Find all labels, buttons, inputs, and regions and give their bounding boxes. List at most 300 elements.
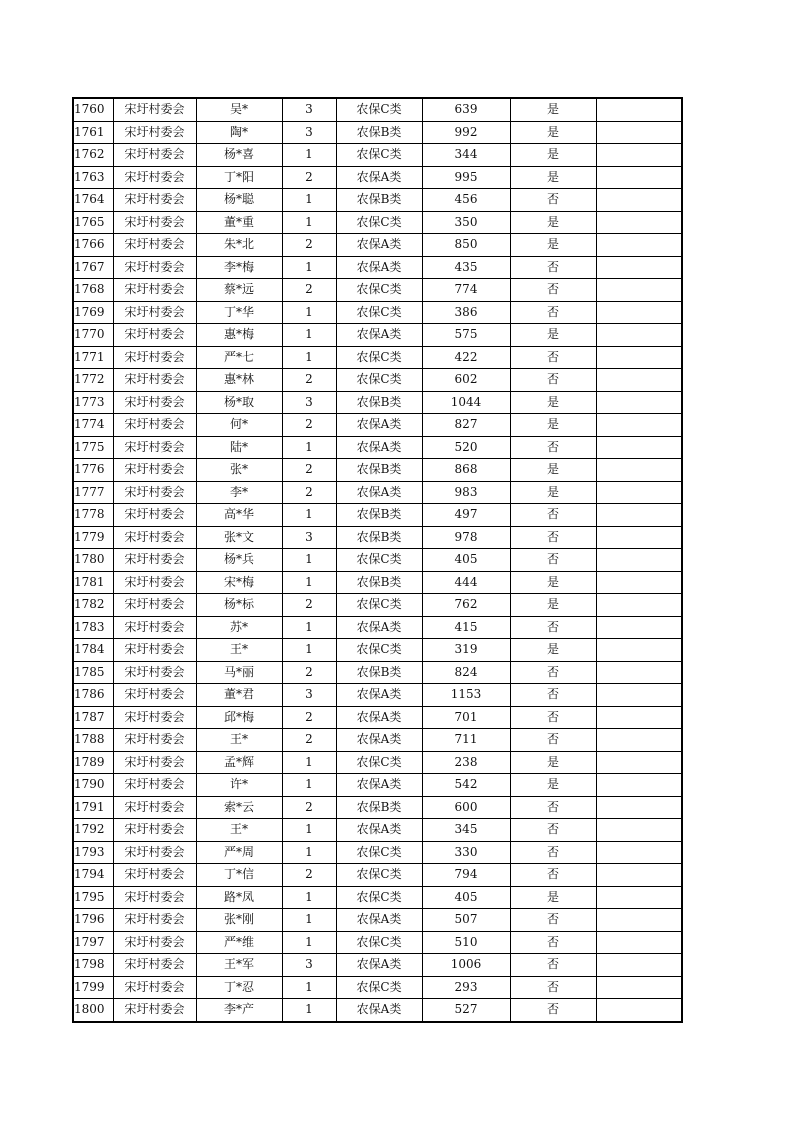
village-cell: 宋圩村委会: [113, 841, 196, 864]
village-cell: 宋圩村委会: [113, 999, 196, 1022]
status-cell: 否: [510, 616, 596, 639]
status-cell: 是: [510, 774, 596, 797]
amount-cell: 978: [422, 526, 510, 549]
note-cell: [596, 886, 682, 909]
note-cell: [596, 684, 682, 707]
row-number-cell: 1774: [73, 414, 113, 437]
village-cell: 宋圩村委会: [113, 98, 196, 121]
category-cell: 农保A类: [336, 729, 422, 752]
amount-cell: 602: [422, 369, 510, 392]
count-cell: 2: [282, 481, 336, 504]
note-cell: [596, 211, 682, 234]
table-row: [73, 796, 682, 819]
table-row: [73, 279, 682, 302]
amount-cell: 527: [422, 999, 510, 1022]
category-cell: 农保C类: [336, 976, 422, 999]
name-cell: 张*: [196, 459, 282, 482]
count-cell: 1: [282, 819, 336, 842]
name-cell: 杨*兵: [196, 549, 282, 572]
row-number-cell: 1799: [73, 976, 113, 999]
name-cell: 蔡*远: [196, 279, 282, 302]
note-cell: [596, 324, 682, 347]
name-cell: 孟*辉: [196, 751, 282, 774]
category-cell: 农保A类: [336, 414, 422, 437]
amount-cell: 711: [422, 729, 510, 752]
table-body: [73, 98, 682, 1022]
row-number-cell: 1773: [73, 391, 113, 414]
status-cell: 是: [510, 166, 596, 189]
amount-cell: 1006: [422, 954, 510, 977]
row-number-cell: 1785: [73, 661, 113, 684]
category-cell: 农保C类: [336, 549, 422, 572]
name-cell: 严*七: [196, 346, 282, 369]
status-cell: 否: [510, 729, 596, 752]
count-cell: 1: [282, 999, 336, 1022]
name-cell: 吴*: [196, 98, 282, 121]
status-cell: 是: [510, 751, 596, 774]
note-cell: [596, 819, 682, 842]
table-row: [73, 661, 682, 684]
category-cell: 农保A类: [336, 324, 422, 347]
table-row: [73, 639, 682, 662]
count-cell: 1: [282, 256, 336, 279]
amount-cell: 600: [422, 796, 510, 819]
note-cell: [596, 594, 682, 617]
village-cell: 宋圩村委会: [113, 774, 196, 797]
village-cell: 宋圩村委会: [113, 144, 196, 167]
count-cell: 2: [282, 459, 336, 482]
name-cell: 张*刚: [196, 909, 282, 932]
row-number-cell: 1776: [73, 459, 113, 482]
count-cell: 3: [282, 391, 336, 414]
count-cell: 2: [282, 594, 336, 617]
village-cell: 宋圩村委会: [113, 594, 196, 617]
category-cell: 农保A类: [336, 819, 422, 842]
name-cell: 惠*林: [196, 369, 282, 392]
row-number-cell: 1772: [73, 369, 113, 392]
count-cell: 1: [282, 571, 336, 594]
note-cell: [596, 144, 682, 167]
status-cell: 是: [510, 121, 596, 144]
status-cell: 否: [510, 526, 596, 549]
count-cell: 2: [282, 234, 336, 257]
status-cell: 否: [510, 796, 596, 819]
count-cell: 1: [282, 144, 336, 167]
count-cell: 3: [282, 121, 336, 144]
table-row: [73, 189, 682, 212]
table-row: [73, 301, 682, 324]
village-cell: 宋圩村委会: [113, 346, 196, 369]
status-cell: 否: [510, 931, 596, 954]
village-cell: 宋圩村委会: [113, 256, 196, 279]
table-row: [73, 98, 682, 121]
amount-cell: 995: [422, 166, 510, 189]
category-cell: 农保C类: [336, 886, 422, 909]
row-number-cell: 1795: [73, 886, 113, 909]
note-cell: [596, 504, 682, 527]
count-cell: 2: [282, 414, 336, 437]
note-cell: [596, 774, 682, 797]
name-cell: 王*军: [196, 954, 282, 977]
category-cell: 农保C类: [336, 639, 422, 662]
category-cell: 农保C类: [336, 346, 422, 369]
data-table: [72, 97, 683, 1023]
note-cell: [596, 864, 682, 887]
table-row: [73, 256, 682, 279]
village-cell: 宋圩村委会: [113, 864, 196, 887]
category-cell: 农保C类: [336, 144, 422, 167]
count-cell: 3: [282, 526, 336, 549]
status-cell: 是: [510, 234, 596, 257]
status-cell: 否: [510, 436, 596, 459]
status-cell: 否: [510, 661, 596, 684]
row-number-cell: 1798: [73, 954, 113, 977]
category-cell: 农保A类: [336, 481, 422, 504]
row-number-cell: 1771: [73, 346, 113, 369]
category-cell: 农保A类: [336, 774, 422, 797]
row-number-cell: 1788: [73, 729, 113, 752]
note-cell: [596, 346, 682, 369]
village-cell: 宋圩村委会: [113, 189, 196, 212]
category-cell: 农保A类: [336, 616, 422, 639]
table-row: [73, 819, 682, 842]
note-cell: [596, 234, 682, 257]
status-cell: 否: [510, 504, 596, 527]
name-cell: 马*丽: [196, 661, 282, 684]
village-cell: 宋圩村委会: [113, 909, 196, 932]
note-cell: [596, 729, 682, 752]
row-number-cell: 1796: [73, 909, 113, 932]
amount-cell: 794: [422, 864, 510, 887]
table-row: [73, 549, 682, 572]
name-cell: 索*云: [196, 796, 282, 819]
amount-cell: 762: [422, 594, 510, 617]
name-cell: 丁*华: [196, 301, 282, 324]
category-cell: 农保A类: [336, 684, 422, 707]
amount-cell: 824: [422, 661, 510, 684]
village-cell: 宋圩村委会: [113, 166, 196, 189]
note-cell: [596, 301, 682, 324]
row-number-cell: 1797: [73, 931, 113, 954]
note-cell: [596, 279, 682, 302]
count-cell: 3: [282, 684, 336, 707]
name-cell: 李*: [196, 481, 282, 504]
status-cell: 是: [510, 98, 596, 121]
note-cell: [596, 706, 682, 729]
name-cell: 董*君: [196, 684, 282, 707]
amount-cell: 330: [422, 841, 510, 864]
amount-cell: 774: [422, 279, 510, 302]
note-cell: [596, 931, 682, 954]
name-cell: 严*维: [196, 931, 282, 954]
amount-cell: 405: [422, 886, 510, 909]
name-cell: 严*周: [196, 841, 282, 864]
note-cell: [596, 414, 682, 437]
count-cell: 2: [282, 166, 336, 189]
category-cell: 农保C类: [336, 98, 422, 121]
village-cell: 宋圩村委会: [113, 819, 196, 842]
table-row: [73, 211, 682, 234]
amount-cell: 435: [422, 256, 510, 279]
status-cell: 否: [510, 189, 596, 212]
table-row: [73, 886, 682, 909]
amount-cell: 415: [422, 616, 510, 639]
amount-cell: 319: [422, 639, 510, 662]
name-cell: 杨*标: [196, 594, 282, 617]
village-cell: 宋圩村委会: [113, 504, 196, 527]
category-cell: 农保A类: [336, 166, 422, 189]
status-cell: 否: [510, 279, 596, 302]
count-cell: 1: [282, 436, 336, 459]
village-cell: 宋圩村委会: [113, 751, 196, 774]
village-cell: 宋圩村委会: [113, 616, 196, 639]
status-cell: 否: [510, 549, 596, 572]
row-number-cell: 1789: [73, 751, 113, 774]
count-cell: 2: [282, 796, 336, 819]
village-cell: 宋圩村委会: [113, 459, 196, 482]
count-cell: 1: [282, 549, 336, 572]
amount-cell: 1044: [422, 391, 510, 414]
village-cell: 宋圩村委会: [113, 324, 196, 347]
table-row: [73, 616, 682, 639]
amount-cell: 293: [422, 976, 510, 999]
count-cell: 2: [282, 279, 336, 302]
village-cell: 宋圩村委会: [113, 571, 196, 594]
category-cell: 农保B类: [336, 526, 422, 549]
table-row: [73, 706, 682, 729]
table-row: [73, 594, 682, 617]
note-cell: [596, 909, 682, 932]
count-cell: 1: [282, 504, 336, 527]
table-row: [73, 864, 682, 887]
amount-cell: 345: [422, 819, 510, 842]
row-number-cell: 1767: [73, 256, 113, 279]
row-number-cell: 1770: [73, 324, 113, 347]
name-cell: 宋*梅: [196, 571, 282, 594]
amount-cell: 542: [422, 774, 510, 797]
status-cell: 否: [510, 976, 596, 999]
village-cell: 宋圩村委会: [113, 661, 196, 684]
note-cell: [596, 976, 682, 999]
amount-cell: 639: [422, 98, 510, 121]
table-row: [73, 166, 682, 189]
category-cell: 农保C类: [336, 594, 422, 617]
note-cell: [596, 549, 682, 572]
row-number-cell: 1766: [73, 234, 113, 257]
note-cell: [596, 481, 682, 504]
name-cell: 惠*梅: [196, 324, 282, 347]
note-cell: [596, 661, 682, 684]
note-cell: [596, 751, 682, 774]
village-cell: 宋圩村委会: [113, 436, 196, 459]
amount-cell: 344: [422, 144, 510, 167]
status-cell: 是: [510, 414, 596, 437]
table-row: [73, 481, 682, 504]
status-cell: 否: [510, 706, 596, 729]
status-cell: 是: [510, 144, 596, 167]
village-cell: 宋圩村委会: [113, 796, 196, 819]
name-cell: 王*: [196, 639, 282, 662]
name-cell: 杨*聪: [196, 189, 282, 212]
amount-cell: 1153: [422, 684, 510, 707]
category-cell: 农保B类: [336, 661, 422, 684]
category-cell: 农保C类: [336, 751, 422, 774]
row-number-cell: 1786: [73, 684, 113, 707]
village-cell: 宋圩村委会: [113, 684, 196, 707]
note-cell: [596, 841, 682, 864]
name-cell: 李*产: [196, 999, 282, 1022]
note-cell: [596, 999, 682, 1022]
village-cell: 宋圩村委会: [113, 369, 196, 392]
name-cell: 张*文: [196, 526, 282, 549]
category-cell: 农保C类: [336, 211, 422, 234]
amount-cell: 507: [422, 909, 510, 932]
amount-cell: 386: [422, 301, 510, 324]
status-cell: 否: [510, 346, 596, 369]
row-number-cell: 1781: [73, 571, 113, 594]
table-row: [73, 571, 682, 594]
count-cell: 1: [282, 774, 336, 797]
table-row: [73, 841, 682, 864]
status-cell: 是: [510, 391, 596, 414]
table-row: [73, 234, 682, 257]
category-cell: 农保A类: [336, 909, 422, 932]
row-number-cell: 1768: [73, 279, 113, 302]
status-cell: 否: [510, 954, 596, 977]
status-cell: 否: [510, 909, 596, 932]
amount-cell: 350: [422, 211, 510, 234]
table-row: [73, 504, 682, 527]
count-cell: 3: [282, 954, 336, 977]
status-cell: 是: [510, 594, 596, 617]
amount-cell: 983: [422, 481, 510, 504]
row-number-cell: 1782: [73, 594, 113, 617]
row-number-cell: 1764: [73, 189, 113, 212]
status-cell: 否: [510, 841, 596, 864]
name-cell: 高*华: [196, 504, 282, 527]
name-cell: 杨*取: [196, 391, 282, 414]
table-row: [73, 684, 682, 707]
amount-cell: 850: [422, 234, 510, 257]
name-cell: 丁*信: [196, 864, 282, 887]
category-cell: 农保C类: [336, 369, 422, 392]
row-number-cell: 1761: [73, 121, 113, 144]
note-cell: [596, 121, 682, 144]
note-cell: [596, 954, 682, 977]
category-cell: 农保A类: [336, 256, 422, 279]
table-row: [73, 954, 682, 977]
status-cell: 是: [510, 481, 596, 504]
name-cell: 陶*: [196, 121, 282, 144]
status-cell: 否: [510, 864, 596, 887]
amount-cell: 238: [422, 751, 510, 774]
status-cell: 是: [510, 324, 596, 347]
note-cell: [596, 189, 682, 212]
note-cell: [596, 166, 682, 189]
count-cell: 2: [282, 729, 336, 752]
row-number-cell: 1787: [73, 706, 113, 729]
amount-cell: 575: [422, 324, 510, 347]
village-cell: 宋圩村委会: [113, 121, 196, 144]
table-row: [73, 436, 682, 459]
row-number-cell: 1784: [73, 639, 113, 662]
name-cell: 朱*北: [196, 234, 282, 257]
name-cell: 丁*阳: [196, 166, 282, 189]
note-cell: [596, 436, 682, 459]
village-cell: 宋圩村委会: [113, 931, 196, 954]
status-cell: 否: [510, 369, 596, 392]
count-cell: 1: [282, 909, 336, 932]
village-cell: 宋圩村委会: [113, 639, 196, 662]
row-number-cell: 1775: [73, 436, 113, 459]
row-number-cell: 1777: [73, 481, 113, 504]
status-cell: 是: [510, 639, 596, 662]
village-cell: 宋圩村委会: [113, 886, 196, 909]
village-cell: 宋圩村委会: [113, 414, 196, 437]
name-cell: 丁*忍: [196, 976, 282, 999]
category-cell: 农保A类: [336, 999, 422, 1022]
table-row: [73, 144, 682, 167]
row-number-cell: 1769: [73, 301, 113, 324]
row-number-cell: 1792: [73, 819, 113, 842]
table-row: [73, 729, 682, 752]
village-cell: 宋圩村委会: [113, 279, 196, 302]
count-cell: 1: [282, 886, 336, 909]
amount-cell: 868: [422, 459, 510, 482]
table-row: [73, 909, 682, 932]
row-number-cell: 1763: [73, 166, 113, 189]
village-cell: 宋圩村委会: [113, 211, 196, 234]
row-number-cell: 1765: [73, 211, 113, 234]
category-cell: 农保A类: [336, 706, 422, 729]
row-number-cell: 1778: [73, 504, 113, 527]
village-cell: 宋圩村委会: [113, 481, 196, 504]
status-cell: 否: [510, 819, 596, 842]
amount-cell: 827: [422, 414, 510, 437]
village-cell: 宋圩村委会: [113, 526, 196, 549]
category-cell: 农保C类: [336, 279, 422, 302]
amount-cell: 405: [422, 549, 510, 572]
status-cell: 否: [510, 999, 596, 1022]
name-cell: 邱*梅: [196, 706, 282, 729]
name-cell: 苏*: [196, 616, 282, 639]
note-cell: [596, 526, 682, 549]
name-cell: 陆*: [196, 436, 282, 459]
category-cell: 农保A类: [336, 234, 422, 257]
category-cell: 农保B类: [336, 504, 422, 527]
note-cell: [596, 459, 682, 482]
name-cell: 杨*喜: [196, 144, 282, 167]
row-number-cell: 1779: [73, 526, 113, 549]
village-cell: 宋圩村委会: [113, 234, 196, 257]
category-cell: 农保B类: [336, 121, 422, 144]
amount-cell: 456: [422, 189, 510, 212]
table-row: [73, 414, 682, 437]
row-number-cell: 1793: [73, 841, 113, 864]
village-cell: 宋圩村委会: [113, 976, 196, 999]
village-cell: 宋圩村委会: [113, 729, 196, 752]
table-row: [73, 346, 682, 369]
name-cell: 路*凤: [196, 886, 282, 909]
count-cell: 1: [282, 324, 336, 347]
status-cell: 是: [510, 886, 596, 909]
category-cell: 农保A类: [336, 954, 422, 977]
village-cell: 宋圩村委会: [113, 954, 196, 977]
status-cell: 否: [510, 301, 596, 324]
count-cell: 1: [282, 616, 336, 639]
count-cell: 2: [282, 864, 336, 887]
note-cell: [596, 639, 682, 662]
